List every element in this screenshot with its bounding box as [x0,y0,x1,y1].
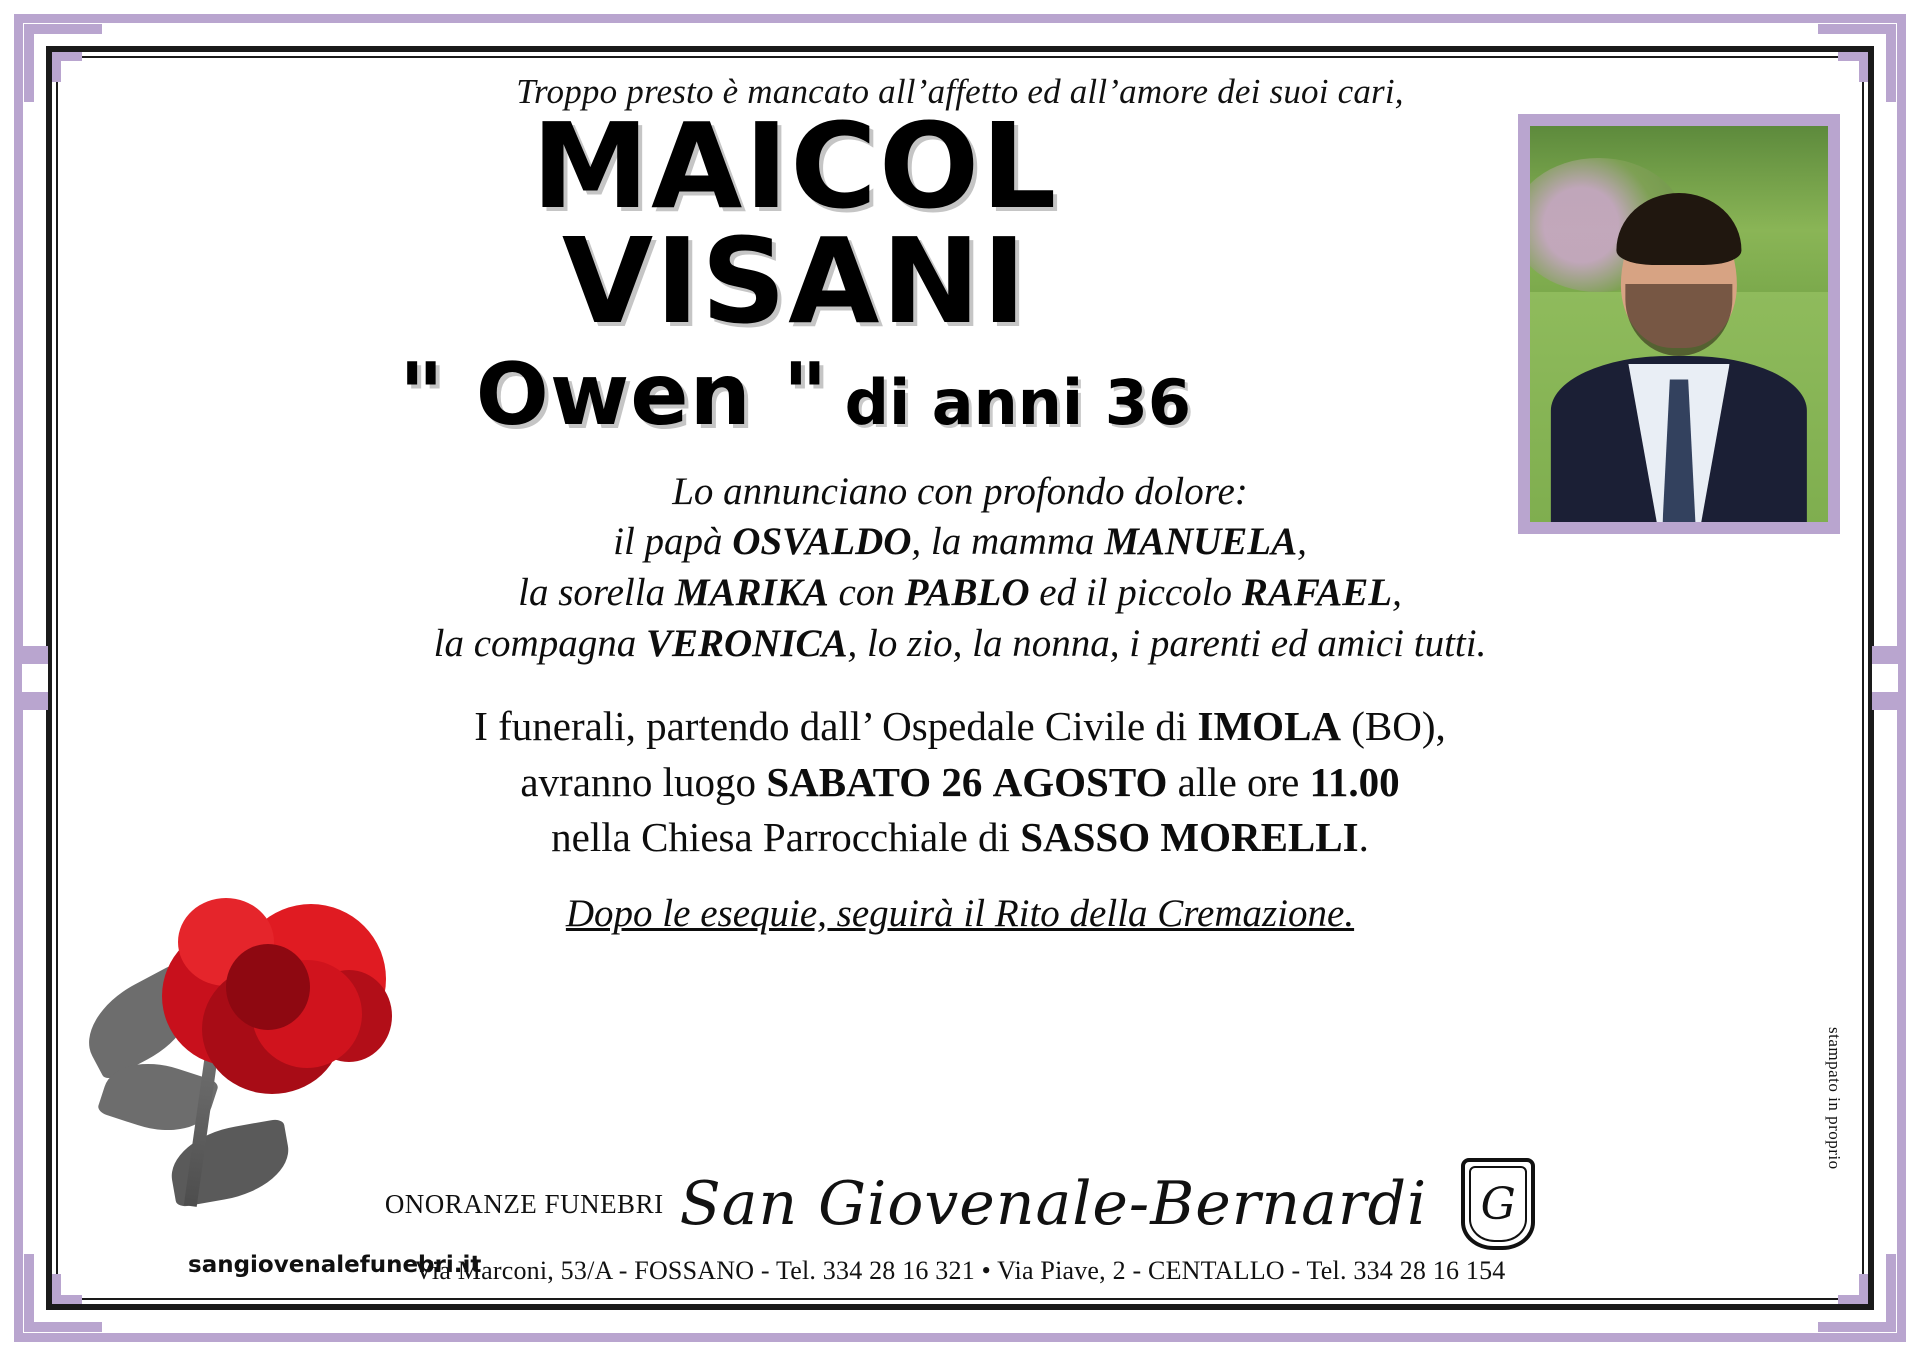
shield-letter: G [1480,1178,1516,1230]
announcement-lead: Lo annunciano con profondo dolore: [672,469,1248,513]
funeral-details-block [70,699,1850,865]
nickname-age-row [70,345,1520,445]
portrait-photo [1518,114,1840,534]
age-text: di anni 36 [844,365,1192,439]
last-name: VISANI [561,212,1029,351]
announcement-line-2: la sorella MARIKA con PABLO ed il piccolo RAFAEL, [518,570,1402,614]
funeral-line-3: nella Chiesa Parrocchiale di SASSO MORELLI. [551,813,1369,860]
agency-name: San Giovenale-Bernardi [679,1169,1428,1239]
side-ornament-right [1872,646,1898,710]
footer [70,1158,1850,1286]
notice-content [70,62,1850,1290]
announcement-line-1: il papà OSVALDO, la mamma MANUELA, [613,520,1307,564]
announcement-line-3: la compagna VERONICA, lo zio, la nonna, i parenti ed amici tutti. [433,621,1487,665]
funeral-line-2: avranno luogo SABATO 26 AGOSTO alle ore 11.00 [520,758,1400,805]
first-name: MAICOL [531,97,1059,235]
printed-note: stampato in proprio [1825,1027,1844,1170]
intro-text: Troppo presto è mancato all’affetto ed all’amore dei suoi cari, [516,72,1404,111]
onoranze-label: ONORANZE FUNEBRI [384,1188,664,1219]
agency-addresses: Via Marconi, 53/A - FOSSANO - Tel. 334 28 16 321 • Via Piave, 2 - CENTALLO - Tel. 334 28 16 154 [414,1256,1506,1285]
side-ornament-left [22,646,48,710]
rose-bloom [156,892,406,1107]
agency-row [70,1158,1850,1250]
nickname: " Owen " [398,344,829,445]
agency-website: sangiovenalefunebri.it [188,1252,482,1278]
agency-shield-logo [1461,1158,1535,1250]
rose-petal [226,944,310,1030]
cremation-note-text: Dopo le esequie, seguirà il Rito della Cremazione. [565,892,1355,936]
funeral-line-1: I funerali, partendo dall’ Ospedale Civile di IMOLA (BO), [474,703,1446,750]
